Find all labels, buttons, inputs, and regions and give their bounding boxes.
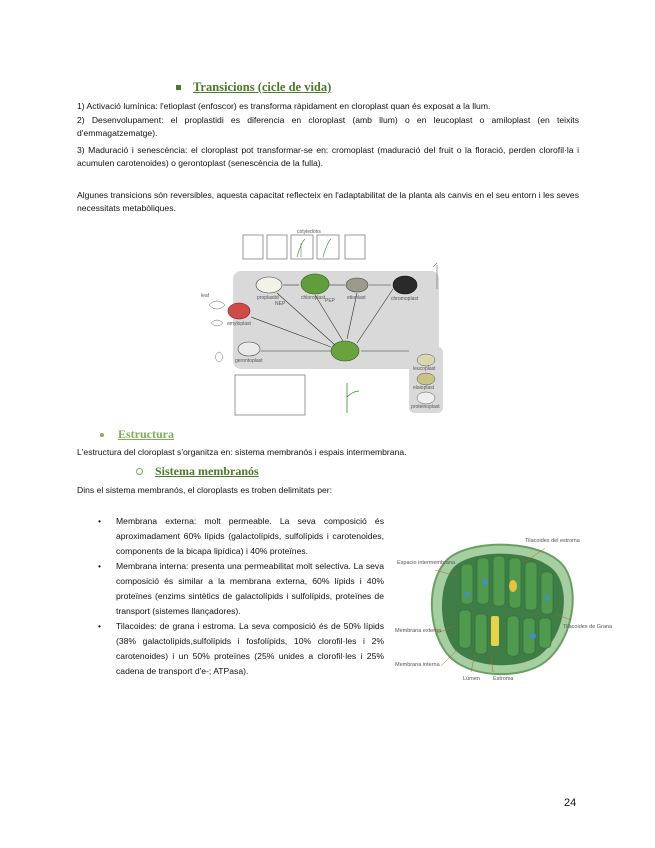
page-number: 24 [564,797,577,809]
transitions-heading [176,78,331,97]
fig1-label-leaf: leaf [201,293,210,299]
fig2-label-lumen: Lúmen [463,676,480,682]
ring-bullet-icon [136,468,143,475]
fig1-label-gerontoplast: gerontoplast [235,358,263,364]
fig2-label-outer-membrane: Membrana externa [395,628,442,634]
chloroplast-center-shape [331,341,359,361]
fig2-label-grana: Tilacoides de Grana [563,624,613,630]
membrane-list [98,514,384,679]
fig1-label-proteinoplast: proteinoplast [411,404,440,410]
fig1-label-etioplast: etioplast [347,295,366,301]
fig1-label-chromoplast: chromoplast [391,296,419,302]
fig1-label-cotyledons: cotyledons [297,229,321,235]
fig1-label-leucoplast: leucoplast [413,366,436,372]
fig1-label-pep: PEP [325,298,336,304]
square-bullet-icon [176,85,181,90]
structure-intro: L'estructura del cloroplast s'organitza en: sistema membranós i espais intermembrana. [77,447,407,457]
structure-title: Estructura [118,427,174,441]
proteinoplast-shape [417,392,435,404]
etioplast-shape [346,278,368,292]
fig1-label-chloroplast: chloroplast [301,295,326,301]
seedling-icons [243,235,365,259]
fig1-label-nep: NEP [275,301,286,307]
fig2-label-stroma: Estroma [493,676,514,682]
list-item: • Membrana externa: molt permeable. La seva composició és aproximadament 60% lípids (galactolípids, sulfolípids i carotenoides, components de la bicapa lipídica) i 40% proteïnes. [98,514,384,559]
plastid-transitions-diagram [197,227,467,417]
transitions-item-2: 2) Desenvolupament: el proplastidi es diferencia en cloroplast (amb llum) o en leucoplast o amiloplast (en teixits d'emmagatzematge). [77,115,579,138]
transitions-paragraph: Algunes transicions són reversibles, aquesta capacitat reflecteix en l'adaptabilitat de la planta als canvis en el seu entorn i les seves necessitats metabòliques. [77,190,579,213]
fig2-label-intermembrane: Espacio intermembrana [397,560,456,566]
starch-granule [491,616,499,646]
list-item: • Membrana interna: presenta una permeabilitat molt selectiva. La seva composició és similar a la membrana externa, 60% lípids i 40% proteïnes (enzims sintètics de galactolípids i sulfolípids, proteïnes de transport (sistemes llançadores). [98,559,384,619]
list-item: • Tilacoides: de grana i estroma. La seva composició és de 50% lípids (38% galactolípids,sulfolípids i fosfolípids, 10% clorofil·les i 2% carotenoides) i un 50% proteïnes (25% unides a clorofil·les i 25% cadena de transport d'e-; ATPasa). [98,619,384,679]
proplastid-shape [256,277,282,293]
structure-heading [100,425,174,443]
fig1-label-proplastid: proplastid [257,295,279,301]
membrane-system-heading [136,462,259,480]
membrane-system-intro: Dins el sistema membranós, el cloroplasts es troben delimitats per: [77,485,333,495]
chloroplast-shape [301,274,329,294]
elaioplast-shape [417,373,435,385]
transitions-item-3: 3) Maduració i senescència: el cloroplast pot transformar-se en: cromoplast (maduració del fruit o la floració, perden clorofil·la i acumulen carotenoides) o gerontoplast (senescència de la fulla). [77,145,579,168]
gerontoplast-shape [238,342,260,356]
transitions-item-1: 1) Activació lumínica: l'etioplast (enfoscor) es transforma ràpidament en cloroplast quan és exposat a la llum. [77,101,491,111]
circle-bullet-icon [100,433,104,437]
fig1-label-elaioplast: elaioplast [413,385,435,391]
fig1-label-amyloplast: amyloplast [227,321,251,327]
fig2-label-inner-membrane: Membrana interna [395,662,440,668]
leucoplast-shape [417,354,435,366]
transitions-title: Transicions (cicle de vida) [193,80,332,94]
chromoplast-shape [393,276,417,294]
fig2-label-stroma-thylakoids: Tilacoides del estroma [525,538,580,544]
membrane-system-title: Sistema membranós [155,464,259,478]
amyloplast-shape [228,303,250,319]
chloroplast-illustration [395,524,613,694]
